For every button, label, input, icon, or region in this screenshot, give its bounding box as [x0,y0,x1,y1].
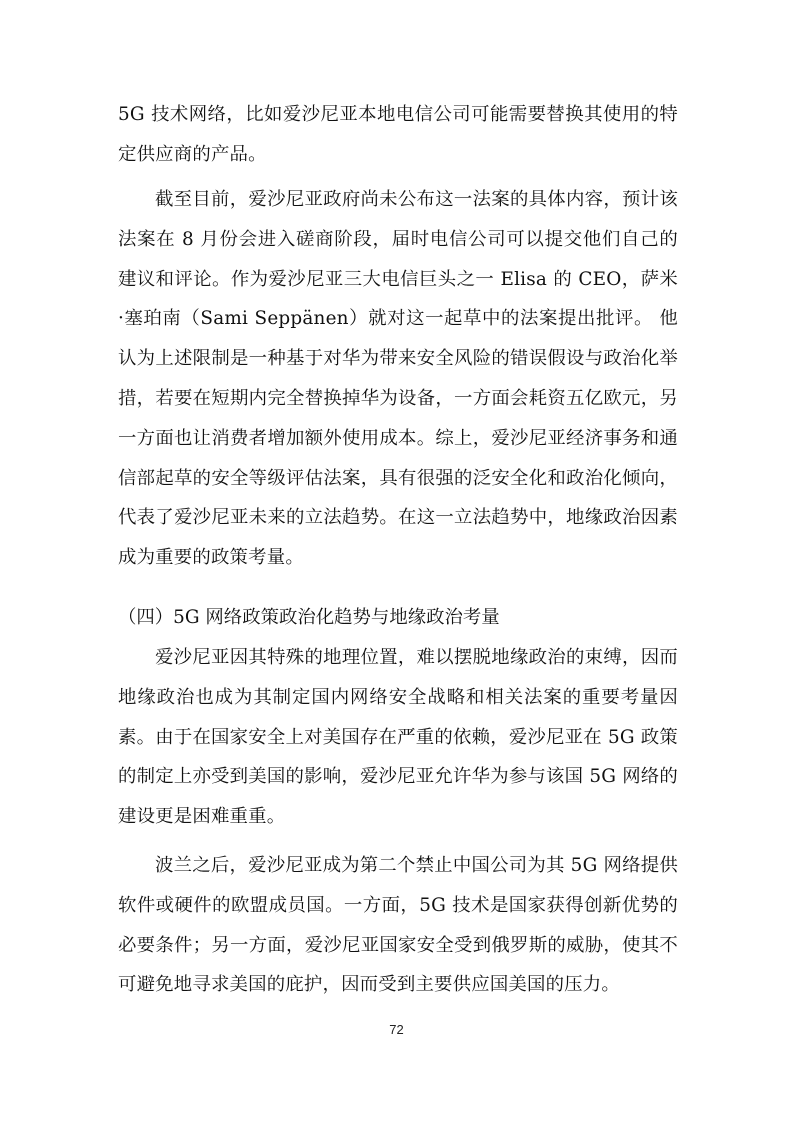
section-heading-four: （四）5G 网络政策政治化趋势与地缘政治考量 [118,607,500,628]
paragraph-elisa-criticism: 截至目前，爱沙尼亚政府尚未公布这一法案的具体内容，预计该法案在 8 月份会进入磋商阶段，届时电信公司可以提交他们自己的建议和评论。作为爱沙尼亚三大电信巨头之一 Elisa 的 CEO，萨米·塞珀南（Sami Seppänen）就对这一起草中的法案提出批评。 他认为上述限制是一种基于对华为带来安全风险的错误假设与政治化举措，若要在短期内完全替换掉华为设备，一方面会耗资五亿欧元，另一方面也让消费者增加额外使用成本。综上，爱沙尼亚经济事务和通信部起草的安全等级评估法案，具有很强的泛安全化和政治化倾向，代表了爱沙尼亚未来的立法趋势。在这一立法趋势中，地缘政治因素成为重要的政策考量。 [118,189,678,569]
paragraph-continued: 5G 技术网络，比如爱沙尼亚本地电信公司可能需要替换其使用的特定供应商的产品。 [118,104,678,165]
page-number: 72 [389,1022,404,1037]
paragraph-poland-ban: 波兰之后，爱沙尼亚成为第二个禁止中国公司为其 5G 网络提供软件或硬件的欧盟成员国。一方面，5G 技术是国家获得创新优势的必要条件；另一方面，爱沙尼亚国家安全受到俄罗斯的威胁，使其不可避免地寻求美国的庇护，因而受到主要供应国美国的压力。 [118,855,678,996]
paragraph-geopolitics: 爱沙尼亚因其特殊的地理位置，难以摆脱地缘政治的束缚，因而地缘政治也成为其制定国内网络安全战略和相关法案的重要考量因素。由于在国家安全上对美国存在严重的依赖，爱沙尼亚在 5G 政策的制定上亦受到美国的影响，爱沙尼亚允许华为参与该国 5G 网络的建设更是困难重重。 [118,647,678,828]
